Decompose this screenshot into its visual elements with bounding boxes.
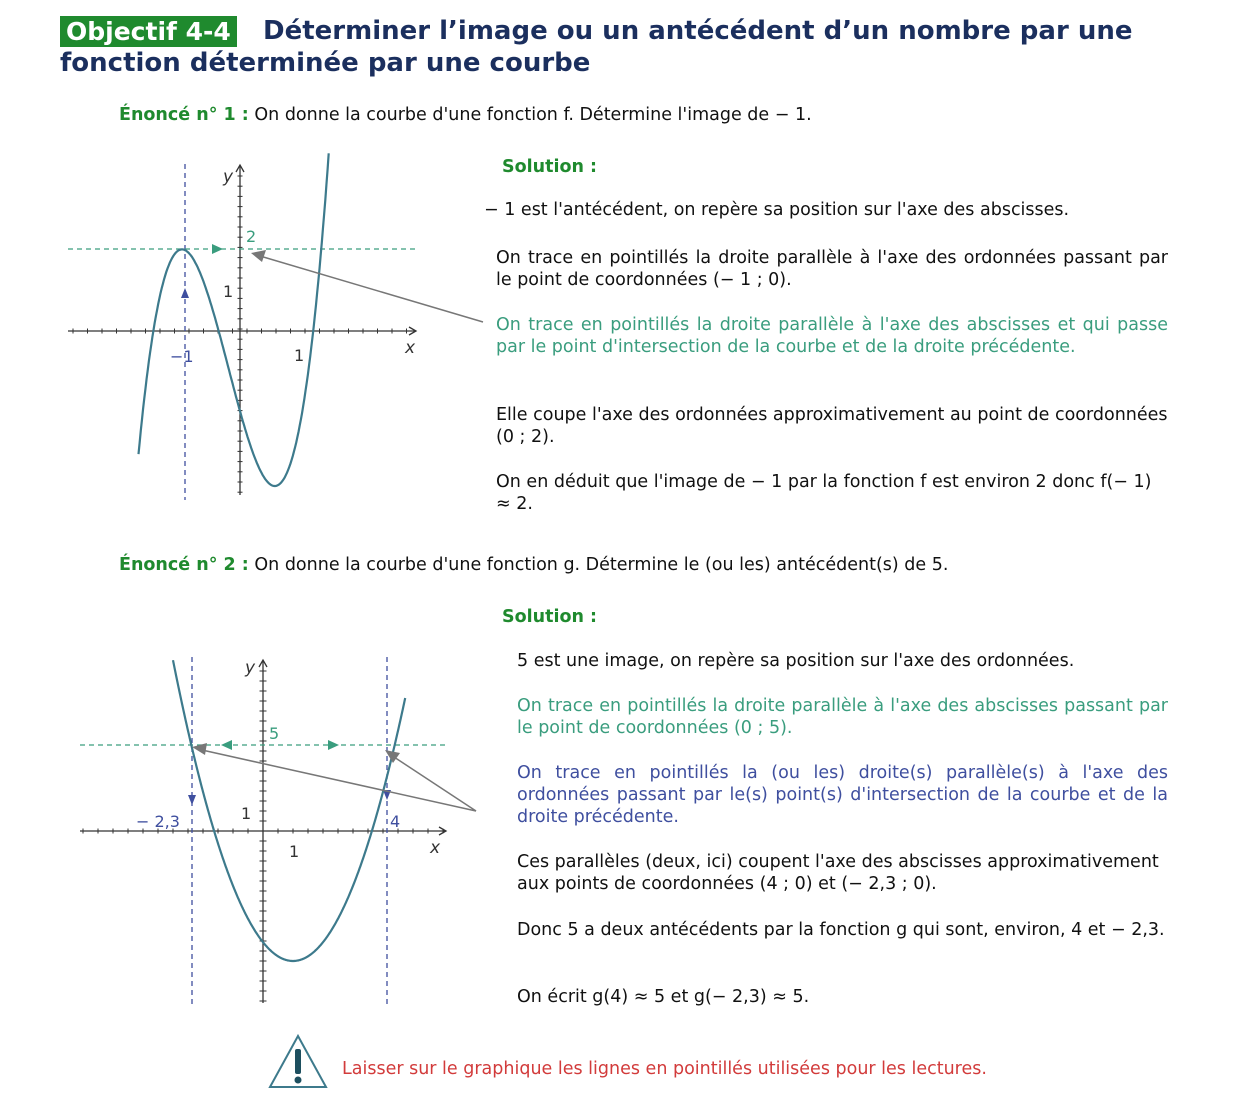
- exercise1-statement: [119, 103, 812, 127]
- callout-line-right: [394, 757, 476, 811]
- exercise2-label: Énoncé n° 2 :: [119, 555, 249, 575]
- solution1-para2: On trace en pointillés la droite parallèle à l'axe des ordonnées passant par le point de coordonnées (− 1 ; 0).: [496, 248, 1168, 290]
- label-5: 5: [269, 724, 280, 743]
- graph-g: [60, 645, 500, 1015]
- label-minus-2-3: − 2,3: [136, 812, 180, 831]
- exercise1-text: On donne la courbe d'une fonction f. Détermine l'image de − 1.: [254, 105, 812, 125]
- callout-line: [260, 256, 483, 322]
- objective-badge: Objectif 4-4: [60, 16, 237, 47]
- y-axis-label: y: [223, 167, 234, 187]
- label-4: 4: [390, 812, 401, 831]
- right-arrowhead: [328, 740, 339, 750]
- x-tick-label: 1: [289, 842, 300, 861]
- exercise2-text: On donne la courbe d'une fonction g. Détermine le (ou les) antécédent(s) de 5.: [254, 555, 949, 575]
- warning-icon: [267, 1033, 329, 1091]
- label-2: 2: [246, 227, 257, 246]
- curve-f: [139, 153, 329, 486]
- graph-f: [60, 150, 500, 520]
- solution1-para4: Elle coupe l'axe des ordonnées approximativement au point de coordonnées (0 ; 2).: [496, 405, 1168, 447]
- curve-g: [173, 660, 405, 961]
- callout-arrowhead: [251, 250, 266, 262]
- solution2-title: Solution :: [502, 607, 598, 627]
- solution1-para5: On en déduit que l'image de − 1 par la fonction f est environ 2 donc f(− 1) ≈ 2.: [496, 472, 1152, 514]
- solution1-para3: On trace en pointillés la droite parallèle à l'axe des abscisses et qui passe par le point d'intersection de la courbe et de la droite précédente.: [496, 315, 1168, 357]
- left-arrowhead: [221, 740, 232, 750]
- y-tick-label: 1: [241, 804, 252, 823]
- solution2-para5: Donc 5 a deux antécédents par la fonction g qui sont, environ, 4 et − 2,3.: [517, 920, 1165, 940]
- y-axis-label: y: [245, 658, 256, 678]
- y-tick-label: 1: [223, 282, 234, 301]
- solution2-para4: Ces parallèles (deux, ici) coupent l'axe des abscisses approximativement aux points de coordonnées (4 ; 0) et (− 2,3 ; 0).: [517, 852, 1159, 894]
- right-arrowhead: [212, 244, 223, 254]
- callout-line-left: [202, 750, 476, 811]
- x-tick-label: 1: [294, 346, 305, 365]
- label-minus-1: −1: [170, 347, 194, 366]
- page-title-line1: Déterminer l’image ou un antécédent d’un nombre par une: [263, 16, 1133, 46]
- page-title-line2: fonction déterminée par une courbe: [60, 48, 591, 78]
- down-arrowhead-left: [188, 795, 196, 805]
- solution2-para3: On trace en pointillés la (ou les) droite(s) parallèle(s) à l'axe des ordonnées passant par le(s) point(s) d'intersection de la courbe et de la droite précédente.: [517, 763, 1168, 827]
- exercise1-label: Énoncé n° 1 :: [119, 105, 249, 125]
- x-axis-label: x: [430, 838, 441, 858]
- x-axis-label: x: [405, 338, 416, 358]
- solution1-title: Solution :: [502, 157, 598, 177]
- solution2-para6: On écrit g(4) ≈ 5 et g(− 2,3) ≈ 5.: [517, 987, 810, 1007]
- solution1-para1: − 1 est l'antécédent, on repère sa position sur l'axe des abscisses.: [484, 200, 1070, 220]
- solution2-para1: 5 est une image, on repère sa position sur l'axe des ordonnées.: [517, 651, 1075, 671]
- exercise2-statement: [119, 553, 948, 577]
- up-arrowhead: [181, 288, 189, 298]
- solution2-para2: On trace en pointillés la droite parallèle à l'axe des abscisses passant par le point de coordonnées (0 ; 5).: [517, 696, 1168, 738]
- warning-text: Laisser sur le graphique les lignes en pointillés utilisées pour les lectures.: [342, 1059, 987, 1079]
